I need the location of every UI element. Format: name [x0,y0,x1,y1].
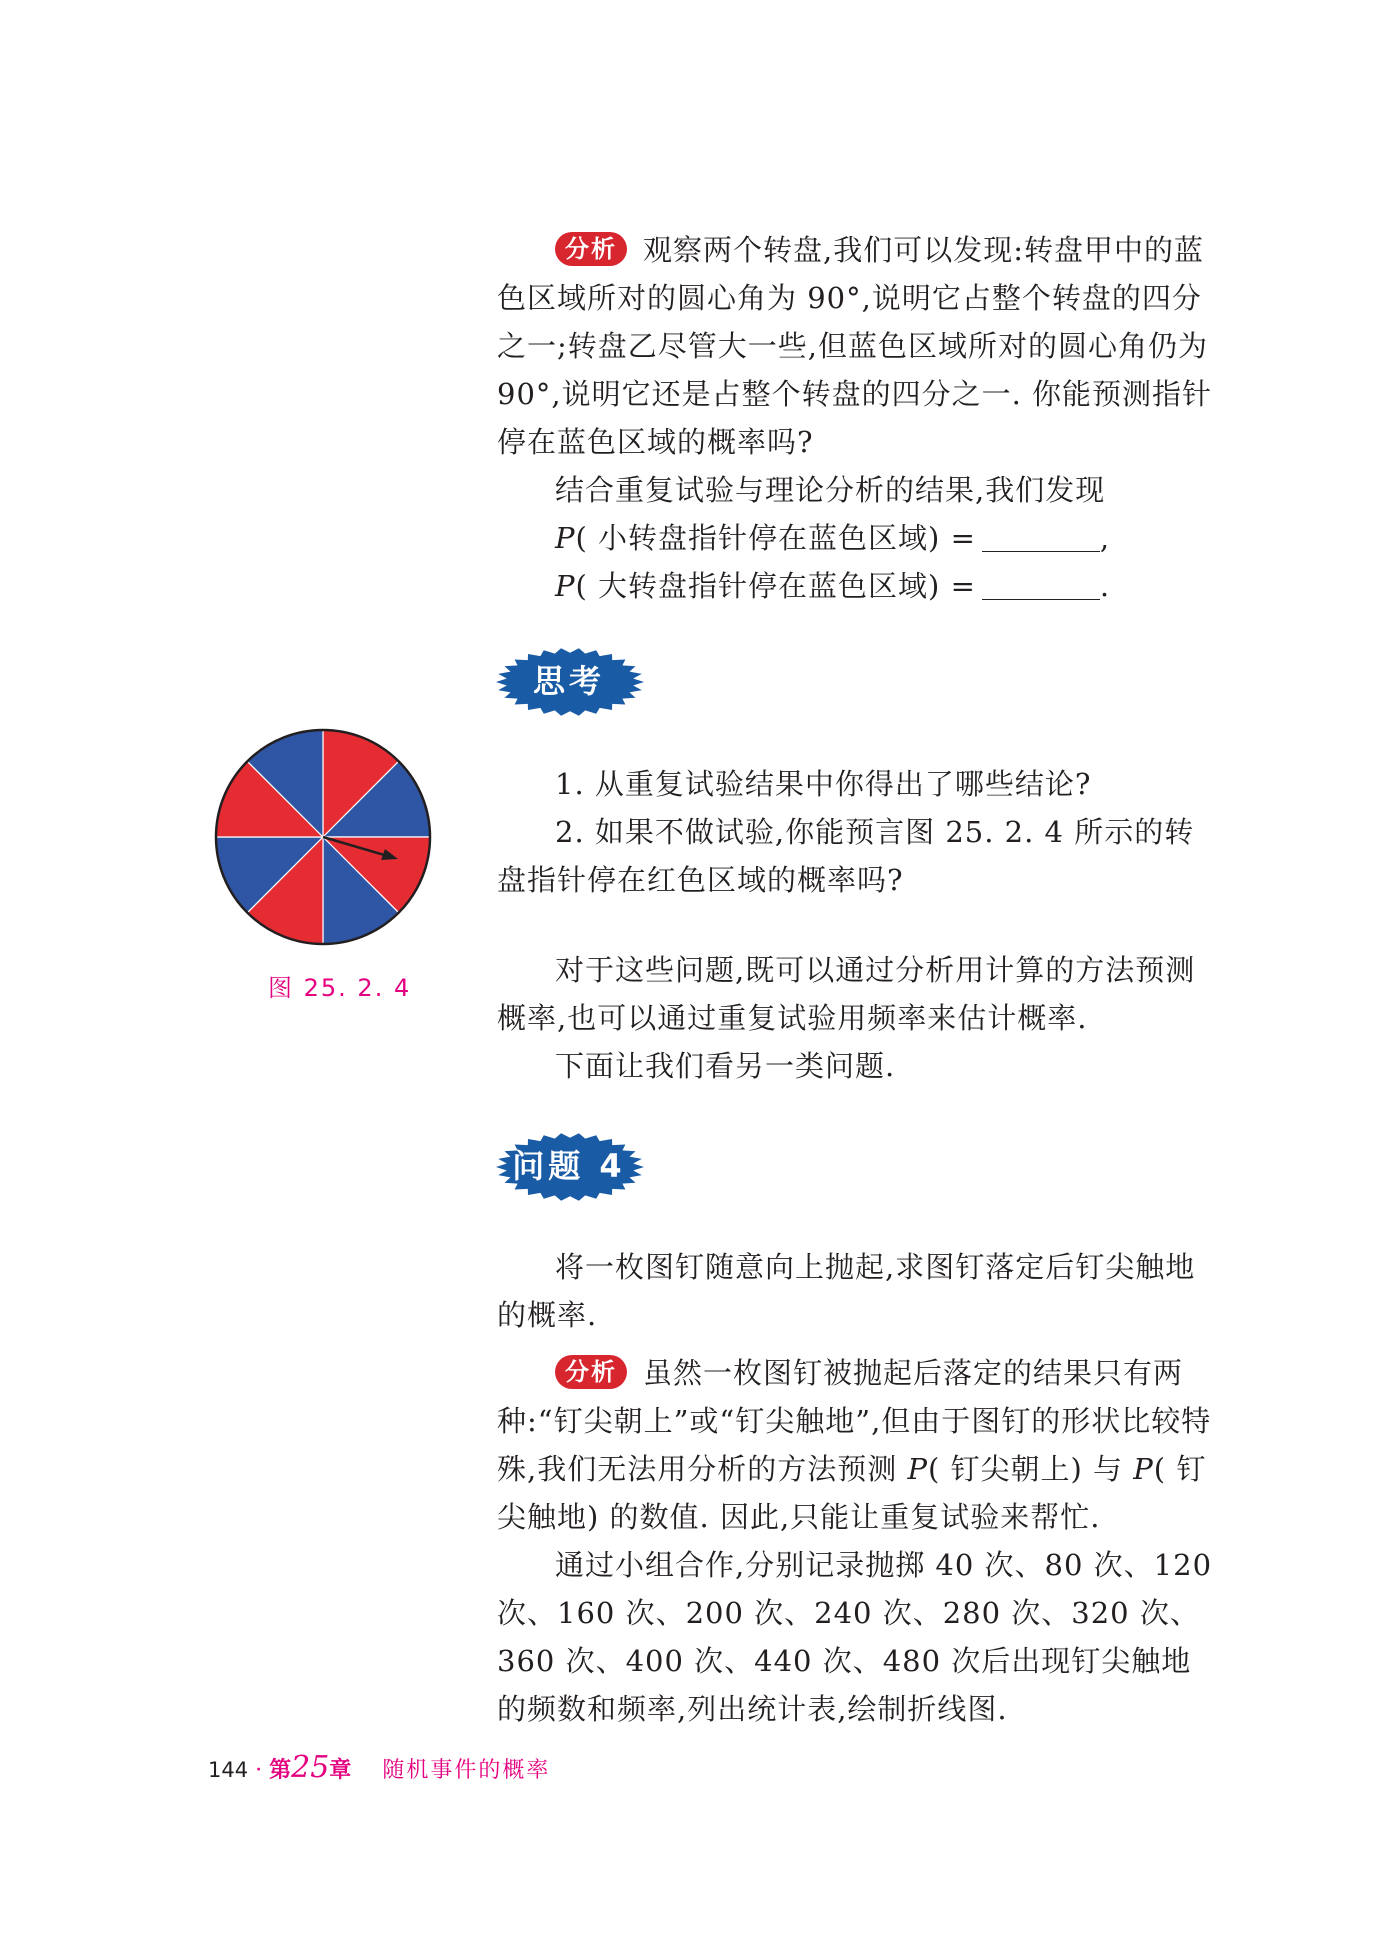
combine-paragraph: 结合重复试验与理论分析的结果,我们发现 [555,473,1106,507]
analysis-text-2b: ( 钉尖朝上) 与 [927,1452,1124,1486]
equation-small-text: ( 小转盘指针停在蓝色区域) = [575,521,976,555]
probability-symbol: P [555,569,576,603]
chapter-prefix: 第 [269,1758,292,1783]
chapter-title: 随机事件的概率 [382,1758,551,1783]
chapter-suffix: 章 [329,1758,352,1783]
analysis-label: 分析 [555,232,627,266]
problem-4-badge [494,1130,654,1206]
footer-dot: · [255,1758,263,1783]
think-badge-label: 思考 [532,662,605,700]
problem-4-section [497,1243,1217,1733]
probability-symbol: P [555,521,576,555]
analysis-section-1 [497,226,1217,610]
think-question-2: 2. 如果不做试验,你能预言图 25. 2. 4 所示的转盘指针停在红色区域的概率吗? [497,815,1195,897]
equation-small-end: , [1099,521,1111,555]
think-badge [494,645,654,721]
analysis-text-1: 观察两个转盘,我们可以发现:转盘甲中的蓝色区域所对的圆心角为 90°,说明它占整个转盘的四分之一;转盘乙尽管大一些,但蓝色区域所对的圆心角仍为 90°,说明它还是占整个转盘的四分之一. 你能预测指针停在蓝色区域的概率吗? [497,233,1213,459]
page-footer [208,1750,550,1785]
analysis-text-2a: 虽然一枚图钉被抛起后落定的结果只有两种:“钉尖朝上”或“钉尖触地”,但由于图钉的形状比较特殊,我们无法用分析的方法预测 [497,1356,1212,1486]
analysis-text-2c: ( 钉尖触地) 的数值. 因此,只能让重复试验来帮忙. [497,1452,1207,1534]
page-number: 144 [208,1758,249,1782]
analysis-paragraph-2 [497,1349,1217,1541]
transition-paragraph: 下面让我们看另一类问题. [555,1049,896,1083]
equation-large-text: ( 大转盘指针停在蓝色区域) = [575,569,976,603]
think-questions [497,760,1217,904]
answer-blank-2[interactable] [982,569,1100,600]
probability-symbol: P [1133,1452,1154,1486]
problem-4-badge-label: 问题 4 [512,1147,626,1185]
equation-large-spinner [497,562,1217,610]
group-work-paragraph: 通过小组合作,分别记录抛掷 40 次、80 次、120 次、160 次、200 次、240 次、280 次、320 次、360 次、400 次、440 次、480 次后出现钉尖触地的频数和频率,列出统计表,绘制折线图. [497,1548,1213,1726]
chapter-number: 25 [291,1750,330,1785]
figure-caption: 图 25. 2. 4 [268,974,412,1002]
analysis-label: 分析 [555,1355,627,1389]
summary-section [497,946,1217,1090]
probability-symbol: P [907,1452,928,1486]
summary-paragraph: 对于这些问题,既可以通过分析用计算的方法预测概率,也可以通过重复试验用频率来估计概率. [497,953,1196,1035]
problem-statement: 将一枚图钉随意向上抛起,求图钉落定后钉尖触地的概率. [497,1250,1196,1332]
think-question-1: 1. 从重复试验结果中你得出了哪些结论? [555,767,1092,801]
equation-small-spinner [497,514,1217,562]
answer-blank-1[interactable] [982,521,1100,552]
analysis-paragraph-1 [497,226,1217,466]
equation-large-end: . [1099,569,1111,603]
spinner-figure [213,727,433,947]
